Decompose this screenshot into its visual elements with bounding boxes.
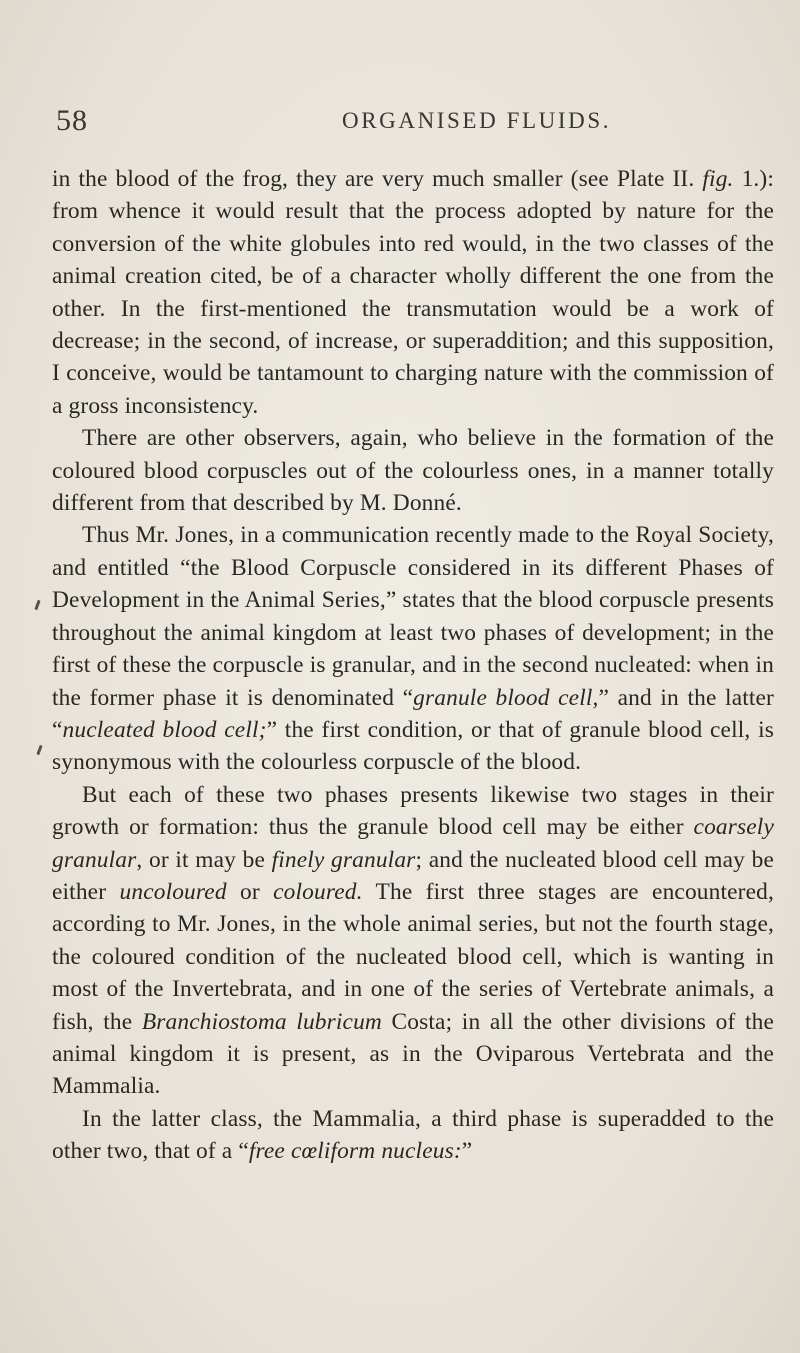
page-number: 58	[56, 104, 88, 137]
text-run: ” the first condition, or that of granule blood cell, is synonymous with the colourless corpuscle of the blood.	[52, 716, 774, 776]
italic-run: Branchiostoma lubricum	[141, 1008, 382, 1035]
margin-mark	[34, 600, 40, 610]
paragraph	[52, 163, 774, 422]
text-run: , or it may be	[136, 846, 272, 873]
text-run: Costa; in all the other divisions of the animal kingdom it is present, as in the Oviparous Vertebrata and the Mammalia.	[52, 1008, 775, 1100]
text-run: ” and in the latter “	[52, 684, 775, 743]
text-run: There are other observers, again, who believe in the formation of the coloured blood corpuscles out of the colourless ones, in a manner totally different from that described by M. Donné.	[52, 425, 774, 517]
italic-run: free cœliform nucleus:	[248, 1138, 462, 1165]
text-run: or	[226, 878, 274, 905]
paragraph	[52, 1103, 774, 1168]
paragraph	[52, 422, 774, 519]
paragraph	[52, 779, 774, 1103]
text-run: ; and the nucleated blood cell may be either	[52, 846, 775, 905]
paragraph	[52, 519, 774, 778]
text-run: ”	[461, 1138, 473, 1165]
italic-run: finely granular	[271, 846, 416, 873]
text-run: In the latter class, the Mammalia, a third phase is superadded to the other two, that of a “	[52, 1105, 774, 1165]
page-header	[52, 104, 760, 144]
italic-run: coarsely granular	[52, 814, 774, 873]
italic-run: granule blood cell,	[413, 684, 599, 711]
italic-run: nucleated blood cell;	[62, 716, 267, 743]
running-title: ORGANISED FLUIDS.	[342, 108, 612, 133]
italic-run: fig.	[702, 166, 734, 192]
italic-run: uncoloured	[119, 878, 227, 905]
text-run: The first three stages are encountered, according to Mr. Jones, in the whole animal series, but not the fourth stage, the coloured condition of the nucleated blood cell, which is wanting in most of the Invertebrata, and in one of the series of Vertebrate animals, a fish, the	[52, 878, 774, 1035]
body-text	[52, 163, 774, 1168]
text-run: in the blood of the frog, they are very much smaller (see Plate II.	[52, 166, 703, 192]
text-run: But each of these two phases presents likewise two stages in their growth or formation: thus the granule blood cell may be either	[52, 781, 774, 841]
text-run: 1.): from whence it would result that the process adopted by nature for the conversion of the white globules into red would, in the two classes of the animal creation cited, be of a character wholly different the one from the other. In the first-mentioned the transmutation would be a work of decrease; in the second, of increase, or superaddition; and this supposition, I conceive, would be tantamount to charging nature with the commission of a gross inconsistency.	[52, 166, 775, 419]
italic-run: coloured.	[273, 878, 363, 905]
text-run: Thus Mr. Jones, in a communication recently made to the Royal Society, and entitled “the Blood Corpuscle considered in its different Phases of Development in the Animal Series,” states that the blood corpuscle presents throughout the animal kingdom at least two phases of development; in the first of these the corpuscle is granular, and in the second nucleated: when in the former phase it is denominated “	[52, 522, 774, 711]
margin-mark	[36, 745, 42, 755]
